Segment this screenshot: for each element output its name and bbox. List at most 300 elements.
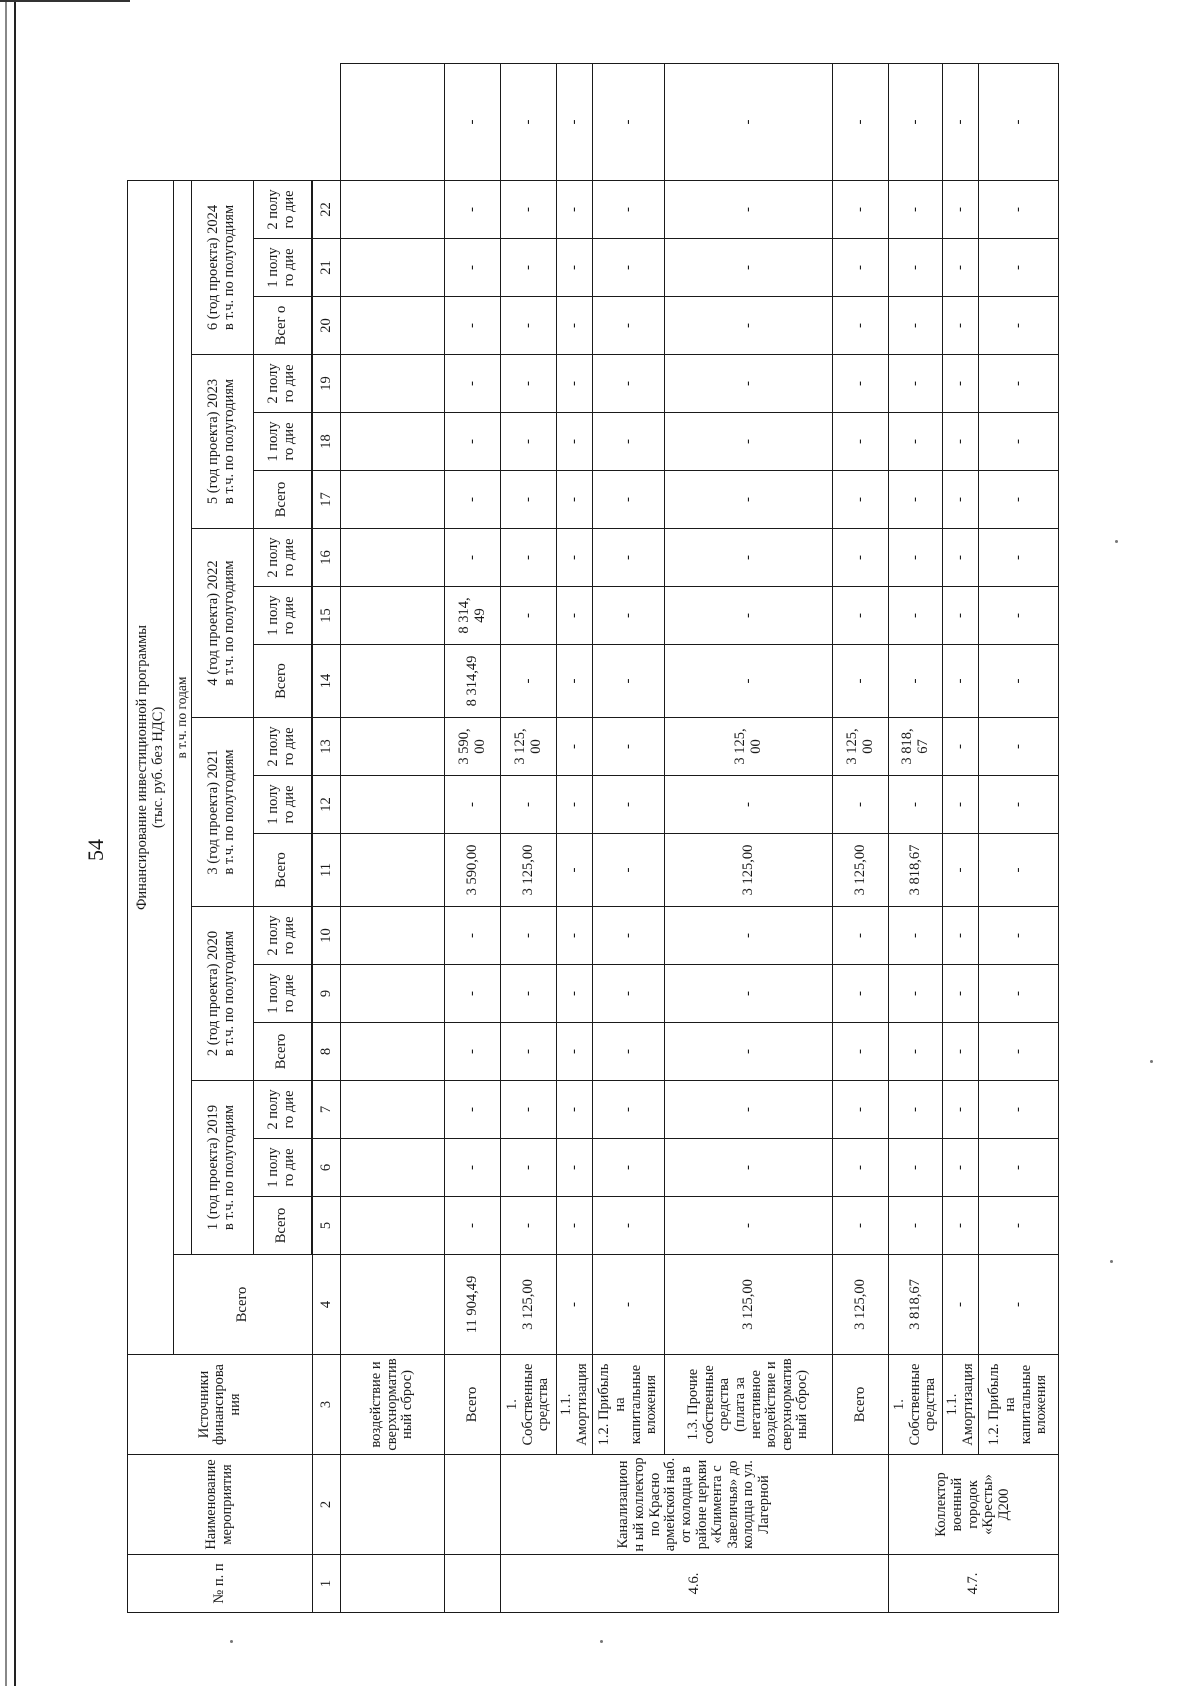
value-cell: -: [979, 645, 1059, 718]
value-cell: [341, 64, 445, 181]
value-cell: 3 818, 67: [889, 718, 943, 776]
year-header-5: [191, 355, 253, 529]
value-cell: -: [979, 180, 1059, 238]
source-cell: 1.2. Прибыль на капитальные вложения: [593, 1355, 665, 1455]
value-cell: -: [557, 1081, 593, 1139]
value-cell: -: [557, 965, 593, 1023]
scan-top-line: [0, 0, 130, 2]
value-cell: -: [665, 529, 833, 587]
column-number: 4: [313, 1255, 341, 1355]
value-cell: -: [833, 355, 889, 413]
column-number: 5: [313, 1197, 341, 1255]
column-number: 14: [313, 645, 341, 718]
value-cell: -: [665, 776, 833, 834]
value-cell: [341, 718, 445, 776]
item-name: Коллектор военный городок «Кресты» Д200: [889, 1455, 1059, 1555]
year-label: 3 (год проекта) 2021: [205, 749, 222, 875]
value-cell: -: [445, 1197, 501, 1255]
year-header-6: [191, 180, 253, 354]
value-cell: 3 125, 00: [665, 718, 833, 776]
value-cell: -: [557, 64, 593, 181]
value-cell: -: [979, 1197, 1059, 1255]
value-cell: -: [501, 1139, 557, 1197]
page-number: 54: [83, 839, 108, 861]
value-cell: 3 125, 00: [833, 718, 889, 776]
value-cell: -: [889, 965, 943, 1023]
value-cell: -: [833, 471, 889, 529]
year-label: 2 (год проекта) 2020: [205, 930, 222, 1057]
value-cell: -: [889, 776, 943, 834]
value-cell: -: [665, 965, 833, 1023]
value-cell: -: [979, 64, 1059, 181]
scan-speck: [1115, 540, 1118, 543]
value-cell: -: [833, 1197, 889, 1255]
value-cell: -: [593, 64, 665, 181]
item-name: Канализационн ый коллектор по Красно армейской наб. от колодца в районе церкви «Климента с Завеличья» до колодца по ул. Лагерной: [501, 1455, 889, 1555]
value-cell: -: [445, 297, 501, 355]
subhead-h2: 2 полу го дие: [253, 718, 311, 776]
value-cell: -: [833, 529, 889, 587]
rotated-table-container: [127, 63, 1059, 1613]
value-cell: [341, 413, 445, 471]
value-cell: -: [557, 1197, 593, 1255]
value-cell: 3 818,67: [889, 1255, 943, 1355]
value-cell: -: [979, 529, 1059, 587]
subhead-total: Всего: [253, 834, 311, 907]
value-cell: -: [833, 645, 889, 718]
year-label: 1 (год проекта) 2019: [205, 1104, 222, 1231]
value-cell: -: [833, 587, 889, 645]
year-sub: в т.ч. по полугодиям: [221, 930, 238, 1057]
item-number: 4.6.: [501, 1555, 889, 1613]
table-row: [943, 64, 979, 1613]
value-cell: -: [889, 587, 943, 645]
value-cell: 8 314,49: [445, 645, 501, 718]
value-cell: -: [943, 1255, 979, 1355]
subhead-total: Всего: [253, 471, 311, 529]
table-row: [445, 64, 501, 1613]
subhead-h2: 2 полу го дие: [253, 1081, 311, 1139]
value-cell: -: [889, 471, 943, 529]
value-cell: -: [593, 776, 665, 834]
value-cell: -: [557, 1023, 593, 1081]
column-number: 3: [313, 1355, 341, 1455]
value-cell: -: [833, 413, 889, 471]
column-number: 16: [313, 529, 341, 587]
value-cell: -: [889, 355, 943, 413]
value-cell: -: [943, 718, 979, 776]
value-cell: -: [833, 1023, 889, 1081]
value-cell: 3 125,00: [665, 834, 833, 907]
value-cell: -: [445, 180, 501, 238]
year-sub: в т.ч. по полугодиям: [221, 1104, 238, 1231]
value-cell: -: [889, 239, 943, 297]
value-cell: -: [445, 1139, 501, 1197]
year-sub: в т.ч. по полугодиям: [221, 204, 238, 331]
column-number: 13: [313, 718, 341, 776]
year-sub: в т.ч. по полугодиям: [221, 378, 238, 505]
year-sub: в т.ч. по полугодиям: [221, 560, 238, 686]
value-cell: -: [979, 776, 1059, 834]
value-cell: -: [593, 180, 665, 238]
year-label: 6 (год проекта) 2024: [205, 204, 222, 331]
value-cell: [341, 180, 445, 238]
value-cell: -: [665, 1139, 833, 1197]
subhead-h2: 2 полу го дие: [253, 907, 311, 965]
value-cell: -: [665, 907, 833, 965]
value-cell: -: [665, 180, 833, 238]
source-cell: 1. Собственные средства: [889, 1355, 943, 1455]
value-cell: -: [501, 413, 557, 471]
header-name: Наименование мероприятия: [128, 1455, 313, 1555]
value-cell: -: [833, 297, 889, 355]
value-cell: -: [665, 645, 833, 718]
scan-edge: [0, 0, 16, 1686]
value-cell: -: [501, 239, 557, 297]
value-cell: -: [665, 413, 833, 471]
table-row: [889, 64, 943, 1613]
value-cell: -: [445, 1023, 501, 1081]
value-cell: -: [979, 239, 1059, 297]
source-cell: 1.2. Прибыль на капитальные вложения: [979, 1355, 1059, 1455]
value-cell: -: [593, 297, 665, 355]
value-cell: -: [665, 239, 833, 297]
value-cell: -: [501, 471, 557, 529]
value-cell: -: [979, 965, 1059, 1023]
column-number: 2: [313, 1455, 341, 1555]
value-cell: -: [833, 1139, 889, 1197]
value-cell: -: [943, 834, 979, 907]
column-number: 8: [313, 1023, 341, 1081]
value-cell: -: [665, 1023, 833, 1081]
value-cell: -: [557, 1255, 593, 1355]
column-number: 22: [313, 180, 341, 238]
cell-empty: [341, 1555, 445, 1613]
value-cell: -: [943, 297, 979, 355]
value-cell: -: [665, 297, 833, 355]
value-cell: -: [943, 1139, 979, 1197]
column-number: 12: [313, 776, 341, 834]
value-cell: -: [979, 1139, 1059, 1197]
value-cell: -: [501, 297, 557, 355]
value-cell: -: [445, 64, 501, 181]
value-cell: -: [889, 64, 943, 181]
table-row: [557, 64, 593, 1613]
value-cell: -: [979, 587, 1059, 645]
value-cell: -: [943, 529, 979, 587]
value-cell: [341, 1023, 445, 1081]
value-cell: -: [445, 907, 501, 965]
value-cell: -: [943, 471, 979, 529]
value-cell: -: [593, 471, 665, 529]
source-cell: воздействие и сверхнорматив ный сброс): [341, 1355, 445, 1455]
cell-empty: [445, 1455, 501, 1555]
value-cell: 3 590, 00: [445, 718, 501, 776]
header-title-text: Финансирование инвестиционной программы: [133, 624, 150, 911]
value-cell: -: [557, 907, 593, 965]
subhead-h1: 1 полу го дие: [253, 965, 311, 1023]
value-cell: -: [889, 529, 943, 587]
source-cell: 1. Собственные средства: [501, 1355, 557, 1455]
value-cell: -: [557, 529, 593, 587]
value-cell: -: [593, 1081, 665, 1139]
value-cell: 3 125,00: [501, 834, 557, 907]
value-cell: -: [979, 907, 1059, 965]
value-cell: -: [593, 529, 665, 587]
value-cell: -: [979, 834, 1059, 907]
header-num: № п. п: [128, 1555, 313, 1613]
header-source: Источники финансирова ния: [128, 1355, 313, 1455]
table-row: [501, 64, 557, 1613]
value-cell: -: [593, 645, 665, 718]
value-cell: -: [889, 1081, 943, 1139]
value-cell: -: [593, 718, 665, 776]
subhead-h2: 2 полу го дие: [253, 180, 311, 238]
value-cell: [341, 965, 445, 1023]
subhead-total: Всего: [253, 1023, 311, 1081]
value-cell: -: [501, 180, 557, 238]
value-cell: -: [943, 413, 979, 471]
value-cell: [341, 776, 445, 834]
value-cell: [341, 1255, 445, 1355]
value-cell: -: [889, 413, 943, 471]
year-sub: в т.ч. по полугодиям: [221, 749, 238, 875]
subhead-h2: 2 полу го дие: [253, 355, 311, 413]
value-cell: -: [593, 907, 665, 965]
subhead-total: Всего: [253, 1197, 311, 1255]
financing-table: [127, 63, 1059, 1613]
value-cell: -: [593, 1255, 665, 1355]
year-header-4: [191, 529, 253, 718]
column-number: 15: [313, 587, 341, 645]
value-cell: -: [889, 907, 943, 965]
header-by-years: в т.ч. по годам: [174, 180, 192, 1254]
value-cell: -: [445, 1081, 501, 1139]
value-cell: -: [501, 776, 557, 834]
value-cell: -: [593, 239, 665, 297]
source-cell: Всего: [833, 1355, 889, 1455]
value-cell: [341, 239, 445, 297]
value-cell: -: [593, 1197, 665, 1255]
value-cell: -: [593, 587, 665, 645]
column-number: 19: [313, 355, 341, 413]
subhead-h2: 2 полу го дие: [253, 529, 311, 587]
table-row: [833, 64, 889, 1613]
value-cell: -: [943, 776, 979, 834]
value-cell: -: [943, 355, 979, 413]
scan-speck: [600, 1640, 603, 1643]
scan-speck: [1150, 1060, 1153, 1063]
value-cell: -: [889, 1139, 943, 1197]
value-cell: -: [665, 587, 833, 645]
table-row: [979, 64, 1059, 1613]
header-title: [128, 180, 174, 1354]
value-cell: [341, 1081, 445, 1139]
year-header-2: [191, 907, 253, 1081]
value-cell: [341, 529, 445, 587]
value-cell: [341, 297, 445, 355]
value-cell: -: [943, 64, 979, 181]
value-cell: -: [557, 180, 593, 238]
value-cell: -: [943, 645, 979, 718]
value-cell: -: [979, 718, 1059, 776]
value-cell: -: [943, 965, 979, 1023]
value-cell: -: [445, 355, 501, 413]
value-cell: -: [557, 718, 593, 776]
value-cell: -: [501, 645, 557, 718]
source-cell: 1.1. Амортизация: [943, 1355, 979, 1455]
value-cell: -: [943, 907, 979, 965]
value-cell: [341, 587, 445, 645]
table-row: [341, 64, 445, 1613]
column-number: 7: [313, 1081, 341, 1139]
value-cell: -: [593, 413, 665, 471]
table-row: [593, 64, 665, 1613]
cell-empty: [445, 1555, 501, 1613]
value-cell: -: [943, 180, 979, 238]
value-cell: -: [501, 64, 557, 181]
value-cell: [341, 1139, 445, 1197]
value-cell: -: [557, 239, 593, 297]
value-cell: -: [943, 1081, 979, 1139]
value-cell: -: [979, 297, 1059, 355]
value-cell: -: [833, 907, 889, 965]
value-cell: -: [557, 776, 593, 834]
value-cell: [341, 645, 445, 718]
subhead-total: Всего: [253, 645, 311, 718]
value-cell: -: [557, 297, 593, 355]
year-header-1: [191, 1081, 253, 1255]
item-number: 4.7.: [889, 1555, 1059, 1613]
value-cell: -: [501, 355, 557, 413]
value-cell: -: [445, 471, 501, 529]
value-cell: -: [665, 355, 833, 413]
value-cell: -: [557, 834, 593, 907]
value-cell: -: [665, 64, 833, 181]
column-number: 9: [313, 965, 341, 1023]
value-cell: [341, 471, 445, 529]
value-cell: -: [593, 1139, 665, 1197]
column-number: 20: [313, 297, 341, 355]
value-cell: -: [557, 471, 593, 529]
value-cell: [341, 907, 445, 965]
value-cell: -: [593, 355, 665, 413]
value-cell: -: [501, 1023, 557, 1081]
subhead-h1: 1 полу го дие: [253, 587, 311, 645]
scan-speck: [1110, 1260, 1113, 1263]
value-cell: 3 125,00: [501, 1255, 557, 1355]
value-cell: -: [943, 1197, 979, 1255]
value-cell: [341, 1197, 445, 1255]
value-cell: -: [889, 645, 943, 718]
value-cell: -: [943, 1023, 979, 1081]
value-cell: -: [501, 1081, 557, 1139]
value-cell: 8 314, 49: [445, 587, 501, 645]
value-cell: 11 904,49: [445, 1255, 501, 1355]
subhead-total: Всег о: [253, 297, 311, 355]
value-cell: -: [557, 413, 593, 471]
cell-empty: [341, 1455, 445, 1555]
value-cell: -: [501, 587, 557, 645]
value-cell: -: [557, 645, 593, 718]
value-cell: -: [445, 529, 501, 587]
column-number: 11: [313, 834, 341, 907]
column-number: 18: [313, 413, 341, 471]
value-cell: -: [889, 180, 943, 238]
value-cell: -: [445, 776, 501, 834]
value-cell: -: [833, 64, 889, 181]
subhead-h1: 1 полу го дие: [253, 776, 311, 834]
value-cell: -: [557, 355, 593, 413]
value-cell: 3 125,00: [833, 834, 889, 907]
value-cell: -: [943, 587, 979, 645]
value-cell: -: [979, 1255, 1059, 1355]
value-cell: -: [593, 965, 665, 1023]
value-cell: -: [979, 1023, 1059, 1081]
header-subtitle: (тыс. руб. без НДС): [149, 706, 166, 829]
value-cell: -: [501, 907, 557, 965]
year-label: 4 (год проекта) 2022: [205, 560, 222, 686]
value-cell: -: [833, 776, 889, 834]
value-cell: -: [593, 1023, 665, 1081]
year-header-3: [191, 718, 253, 907]
value-cell: -: [501, 965, 557, 1023]
value-cell: [341, 355, 445, 413]
column-number: 1: [313, 1555, 341, 1613]
value-cell: -: [979, 413, 1059, 471]
value-cell: -: [593, 834, 665, 907]
value-cell: 3 590,00: [445, 834, 501, 907]
value-cell: -: [979, 471, 1059, 529]
subhead-h1: 1 полу го дие: [253, 1139, 311, 1197]
source-cell: 1.3. Прочие собственные средства (плата за негативное воздействие и сверхнорматив ный сброс): [665, 1355, 833, 1455]
value-cell: -: [833, 1081, 889, 1139]
value-cell: -: [445, 965, 501, 1023]
value-cell: -: [445, 239, 501, 297]
scan-speck: [230, 1640, 233, 1643]
value-cell: -: [979, 355, 1059, 413]
value-cell: -: [889, 297, 943, 355]
value-cell: -: [665, 1081, 833, 1139]
value-cell: -: [979, 1081, 1059, 1139]
value-cell: [341, 834, 445, 907]
column-number: 21: [313, 239, 341, 297]
table-row: [665, 64, 833, 1613]
value-cell: 3 125,00: [665, 1255, 833, 1355]
column-number: 10: [313, 907, 341, 965]
value-cell: -: [833, 965, 889, 1023]
column-number: 6: [313, 1139, 341, 1197]
value-cell: -: [943, 239, 979, 297]
value-cell: -: [665, 1197, 833, 1255]
value-cell: -: [833, 180, 889, 238]
value-cell: 3 818,67: [889, 834, 943, 907]
column-number: 17: [313, 471, 341, 529]
header-total: Всего: [174, 1255, 313, 1355]
value-cell: -: [889, 1023, 943, 1081]
source-cell: 1.1. Амортизация: [557, 1355, 593, 1455]
value-cell: -: [501, 529, 557, 587]
value-cell: -: [557, 1139, 593, 1197]
value-cell: 3 125,00: [833, 1255, 889, 1355]
value-cell: 3 125, 00: [501, 718, 557, 776]
value-cell: -: [557, 587, 593, 645]
subhead-h1: 1 полу го дие: [253, 413, 311, 471]
subhead-h1: 1 полу го дие: [253, 239, 311, 297]
value-cell: -: [501, 1197, 557, 1255]
value-cell: -: [665, 471, 833, 529]
value-cell: -: [833, 239, 889, 297]
